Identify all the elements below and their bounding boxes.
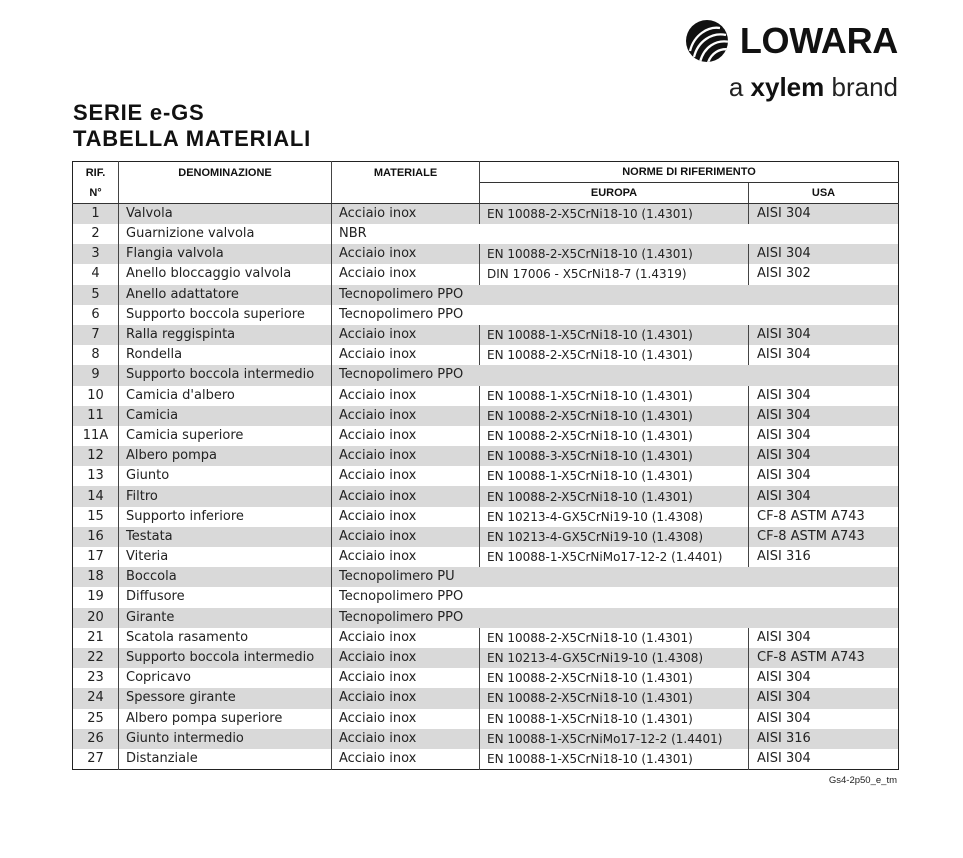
table-body [73, 204, 899, 770]
cell-norma-usa: AISI 304 [757, 488, 811, 504]
cell-rif: 21 [73, 628, 119, 648]
table-row [73, 668, 899, 688]
cell-rif: 10 [73, 386, 119, 406]
table-row [73, 466, 899, 486]
cell-rif: 6 [73, 305, 119, 325]
cell-norma-usa: AISI 304 [757, 427, 811, 443]
cell-materiale: Tecnopolimero PPO [339, 609, 464, 625]
cell-materiale: Acciaio inox [332, 345, 480, 365]
header-row-1 [73, 162, 899, 183]
cell-denominazione: Spessore girante [119, 688, 332, 708]
cell-denominazione: Valvola [119, 204, 332, 225]
table-row [73, 648, 899, 668]
cell-norma-europa: EN 10088-2-X5CrNi18-10 (1.4301) [480, 688, 749, 708]
document-code: Gs4-2p50_e_tm [828, 775, 897, 786]
lowara-logo-icon [686, 20, 728, 62]
cell-norma-europa: EN 10088-2-X5CrNi18-10 (1.4301) [480, 406, 749, 426]
table-row [73, 244, 899, 264]
cell-rif: 22 [73, 648, 119, 668]
cell-materiale: Acciaio inox [332, 547, 480, 567]
cell-rif: 11 [73, 406, 119, 426]
table-row [73, 446, 899, 466]
cell-norma-usa: AISI 304 [757, 468, 811, 484]
cell-rif: 15 [73, 507, 119, 527]
materials-table [72, 161, 899, 770]
table-header [73, 162, 899, 204]
table-row [73, 305, 899, 325]
cell-norma-usa: AISI 302 [757, 266, 811, 282]
cell-denominazione: Supporto boccola superiore [119, 305, 332, 325]
cell-norma-usa: AISI 304 [757, 387, 811, 403]
cell-rif: 18 [73, 567, 119, 587]
tagline-brand: xylem [750, 72, 825, 102]
cell-denominazione: Diffusore [119, 587, 332, 607]
table-row [73, 749, 899, 770]
cell-materiale: Acciaio inox [332, 446, 480, 466]
cell-materiale: NBR [339, 226, 367, 242]
header-rif-label: RIF. [85, 166, 106, 179]
tagline-suffix: brand [831, 72, 898, 102]
table-row [73, 729, 899, 749]
header-europa: EUROPA [480, 183, 749, 204]
cell-denominazione: Testata [119, 527, 332, 547]
cell-denominazione: Supporto boccola intermedio [119, 648, 332, 668]
table-row [73, 709, 899, 729]
cell-materiale: Acciaio inox [332, 527, 480, 547]
cell-rif: 3 [73, 244, 119, 264]
cell-norma-europa: EN 10088-1-X5CrNi18-10 (1.4301) [480, 466, 749, 486]
header-usa: USA [749, 183, 899, 204]
title-series: SERIE e-GS [73, 100, 205, 125]
cell-rif: 14 [73, 486, 119, 506]
cell-rif: 23 [73, 668, 119, 688]
cell-rif: 7 [73, 325, 119, 345]
cell-denominazione: Camicia [119, 406, 332, 426]
cell-denominazione: Ralla reggispinta [119, 325, 332, 345]
cell-denominazione: Distanziale [119, 749, 332, 770]
cell-materiale: Acciaio inox [332, 466, 480, 486]
cell-materiale: Acciaio inox [332, 486, 480, 506]
cell-norma-usa: AISI 316 [757, 730, 811, 746]
cell-norma-usa: AISI 304 [757, 690, 811, 706]
cell-norma-europa: EN 10088-2-X5CrNi18-10 (1.4301) [480, 668, 749, 688]
cell-denominazione: Copricavo [119, 668, 332, 688]
table-row [73, 547, 899, 567]
cell-denominazione: Viteria [119, 547, 332, 567]
cell-materiale: Acciaio inox [332, 749, 480, 770]
cell-rif: 11A [73, 426, 119, 446]
cell-norma-europa: EN 10088-2-X5CrNi18-10 (1.4301) [480, 426, 749, 446]
cell-materiale: Acciaio inox [332, 709, 480, 729]
cell-norma-europa: EN 10088-1-X5CrNi18-10 (1.4301) [480, 709, 749, 729]
cell-rif: 17 [73, 547, 119, 567]
cell-materiale: Acciaio inox [332, 688, 480, 708]
cell-norma-europa: EN 10088-1-X5CrNi18-10 (1.4301) [480, 325, 749, 345]
cell-rif: 8 [73, 345, 119, 365]
table-row [73, 628, 899, 648]
cell-materiale: Acciaio inox [332, 729, 480, 749]
cell-denominazione: Camicia d'albero [119, 386, 332, 406]
cell-rif: 16 [73, 527, 119, 547]
cell-norma-usa: CF-8 ASTM A743 [757, 650, 865, 666]
cell-norma-europa: EN 10088-2-X5CrNi18-10 (1.4301) [480, 345, 749, 365]
table-row [73, 426, 899, 446]
cell-materiale: Acciaio inox [332, 244, 480, 264]
cell-materiale: Tecnopolimero PPO [339, 589, 464, 605]
cell-rif: 5 [73, 285, 119, 305]
table-row [73, 527, 899, 547]
cell-norma-europa: EN 10088-1-X5CrNiMo17-12-2 (1.4401) [480, 547, 749, 567]
cell-materiale: Tecnopolimero PPO [339, 367, 464, 383]
cell-norma-europa: EN 10088-3-X5CrNi18-10 (1.4301) [480, 446, 749, 466]
cell-denominazione: Guarnizione valvola [119, 224, 332, 244]
brand-wordmark: LOWARA [739, 20, 898, 61]
table-row [73, 608, 899, 628]
table-row [73, 386, 899, 406]
cell-rif: 9 [73, 365, 119, 385]
cell-norma-usa: AISI 304 [757, 448, 811, 464]
header-rif [73, 162, 119, 204]
cell-norma-europa: EN 10213-4-GX5CrNi19-10 (1.4308) [480, 648, 749, 668]
table-row [73, 365, 899, 385]
cell-denominazione: Albero pompa superiore [119, 709, 332, 729]
cell-denominazione: Giunto [119, 466, 332, 486]
cell-denominazione: Rondella [119, 345, 332, 365]
cell-materiale: Acciaio inox [332, 325, 480, 345]
cell-materiale: Acciaio inox [332, 386, 480, 406]
cell-materiale: Acciaio inox [332, 507, 480, 527]
cell-rif: 20 [73, 608, 119, 628]
table-row [73, 688, 899, 708]
cell-rif: 24 [73, 688, 119, 708]
brand-tagline [729, 74, 898, 100]
table-row [73, 204, 899, 225]
cell-norma-usa: AISI 304 [757, 750, 811, 766]
cell-rif: 4 [73, 264, 119, 284]
cell-materiale: Tecnopolimero PPO [339, 286, 464, 302]
table-row [73, 567, 899, 587]
cell-denominazione: Flangia valvola [119, 244, 332, 264]
header-norme: NORME DI RIFERIMENTO [480, 162, 899, 183]
cell-norma-usa: AISI 304 [757, 327, 811, 343]
cell-rif: 13 [73, 466, 119, 486]
cell-norma-europa: EN 10213-4-GX5CrNi19-10 (1.4308) [480, 507, 749, 527]
cell-rif: 1 [73, 204, 119, 225]
table-row [73, 406, 899, 426]
cell-norma-usa: AISI 316 [757, 549, 811, 565]
cell-norma-usa: AISI 304 [757, 670, 811, 686]
table-row [73, 264, 899, 284]
cell-rif: 26 [73, 729, 119, 749]
header-number-label: N° [89, 186, 102, 199]
cell-denominazione: Boccola [119, 567, 332, 587]
cell-materiale: Acciaio inox [332, 406, 480, 426]
cell-norma-europa: EN 10088-1-X5CrNi18-10 (1.4301) [480, 386, 749, 406]
cell-rif: 25 [73, 709, 119, 729]
table-row [73, 486, 899, 506]
cell-rif: 2 [73, 224, 119, 244]
cell-denominazione: Girante [119, 608, 332, 628]
cell-norma-usa: AISI 304 [757, 206, 811, 221]
cell-denominazione: Anello bloccaggio valvola [119, 264, 332, 284]
header-materiale: MATERIALE [332, 162, 480, 204]
cell-norma-europa: EN 10088-2-X5CrNi18-10 (1.4301) [480, 244, 749, 264]
cell-norma-europa: EN 10213-4-GX5CrNi19-10 (1.4308) [480, 527, 749, 547]
cell-denominazione: Supporto boccola intermedio [119, 365, 332, 385]
cell-norma-usa: CF-8 ASTM A743 [757, 508, 865, 524]
cell-norma-usa: CF-8 ASTM A743 [757, 528, 865, 544]
title-table: TABELLA MATERIALI [73, 126, 312, 151]
cell-norma-usa: AISI 304 [757, 246, 811, 262]
cell-denominazione: Supporto inferiore [119, 507, 332, 527]
page-title [73, 100, 311, 152]
tagline-prefix: a [728, 72, 744, 102]
cell-norma-usa: AISI 304 [757, 629, 811, 645]
cell-materiale: Tecnopolimero PPO [339, 306, 464, 322]
cell-norma-europa: EN 10088-1-X5CrNi18-10 (1.4301) [480, 749, 749, 770]
cell-denominazione: Anello adattatore [119, 285, 332, 305]
cell-norma-usa: AISI 304 [757, 347, 811, 363]
cell-norma-europa: DIN 17006 - X5CrNi18-7 (1.4319) [480, 264, 749, 284]
cell-materiale: Acciaio inox [332, 648, 480, 668]
table-row [73, 325, 899, 345]
cell-norma-europa: EN 10088-1-X5CrNiMo17-12-2 (1.4401) [480, 729, 749, 749]
cell-norma-europa: EN 10088-2-X5CrNi18-10 (1.4301) [480, 628, 749, 648]
cell-norma-europa: EN 10088-2-X5CrNi18-10 (1.4301) [480, 486, 749, 506]
cell-norma-europa: EN 10088-2-X5CrNi18-10 (1.4301) [480, 204, 749, 225]
table-row [73, 345, 899, 365]
cell-materiale: Acciaio inox [332, 204, 480, 225]
cell-denominazione: Albero pompa [119, 446, 332, 466]
cell-norma-usa: AISI 304 [757, 710, 811, 726]
cell-materiale: Acciaio inox [332, 426, 480, 446]
cell-rif: 12 [73, 446, 119, 466]
cell-materiale: Acciaio inox [332, 264, 480, 284]
cell-norma-usa: AISI 304 [757, 407, 811, 423]
cell-materiale: Acciaio inox [332, 628, 480, 648]
table-row [73, 224, 899, 244]
cell-denominazione: Scatola rasamento [119, 628, 332, 648]
table-row [73, 285, 899, 305]
cell-denominazione: Camicia superiore [119, 426, 332, 446]
table-row [73, 587, 899, 607]
cell-denominazione: Filtro [119, 486, 332, 506]
cell-materiale: Acciaio inox [332, 668, 480, 688]
header-denominazione: DENOMINAZIONE [119, 162, 332, 204]
cell-denominazione: Giunto intermedio [119, 729, 332, 749]
table-row [73, 507, 899, 527]
cell-materiale: Tecnopolimero PU [339, 569, 455, 585]
cell-rif: 27 [73, 749, 119, 770]
cell-rif: 19 [73, 587, 119, 607]
